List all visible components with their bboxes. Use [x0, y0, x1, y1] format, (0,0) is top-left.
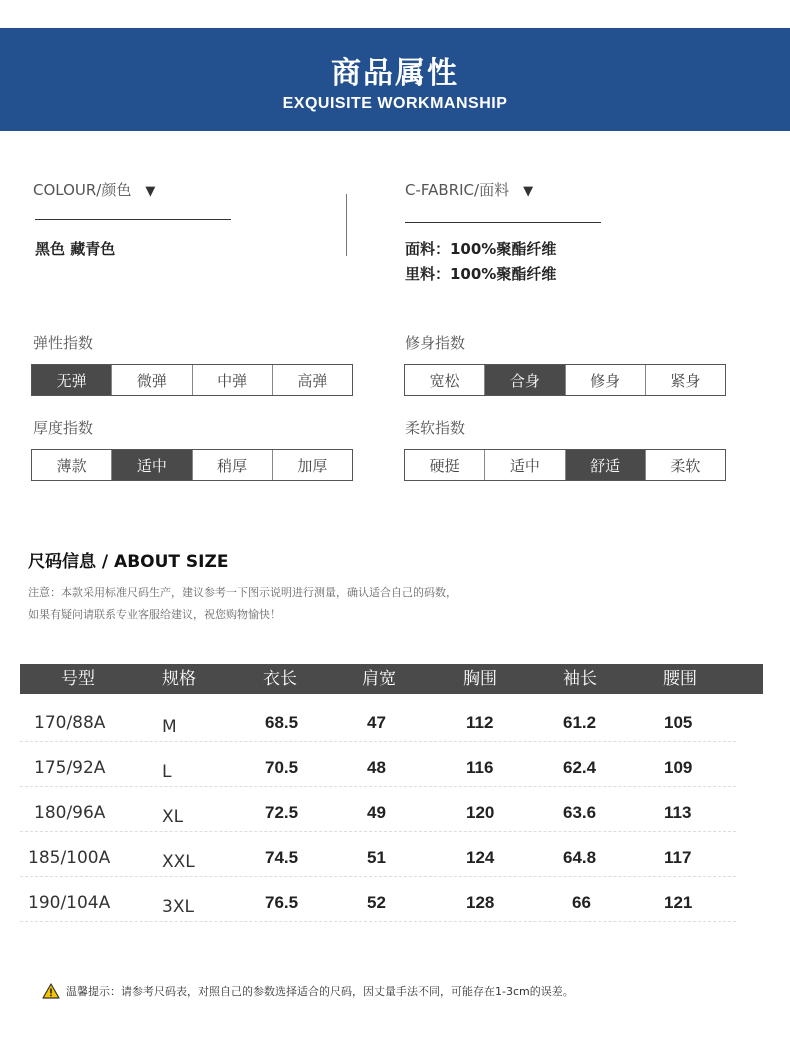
thickness-option: 薄款	[32, 450, 112, 480]
fit-option: 紧身	[670, 371, 701, 390]
table-cell: 74.5	[265, 848, 299, 867]
table-cell: 49	[367, 803, 386, 822]
table-cell: XL	[162, 807, 184, 827]
fit-option: 修身	[566, 365, 646, 395]
table-cell: 124	[466, 848, 495, 867]
table-cell: L	[162, 762, 172, 782]
table-cell: 76.5	[265, 893, 299, 912]
softness-label: 柔软指数	[405, 419, 466, 437]
column-header: 袖长	[563, 669, 597, 689]
elasticity-label: 弹性指数	[33, 334, 94, 352]
footer-tip	[42, 983, 574, 999]
row-divider	[20, 741, 736, 742]
table-row	[20, 791, 763, 836]
table-cell: 128	[466, 893, 495, 912]
table-cell: 72.5	[265, 803, 299, 822]
column-header: 规格	[162, 669, 196, 689]
table-cell: 61.2	[563, 713, 597, 732]
column-header: 号型	[61, 669, 95, 689]
thickness-option: 适中	[112, 450, 192, 480]
table-cell: 63.6	[563, 803, 597, 822]
table-cell: 3XL	[162, 897, 194, 917]
elasticity-scale	[31, 364, 353, 396]
table-cell: 180/96A	[34, 803, 106, 823]
row-divider	[20, 876, 736, 877]
table-cell: 121	[664, 893, 693, 912]
thickness-scale	[31, 449, 353, 481]
row-divider	[20, 831, 736, 832]
elasticity-option: 无弹	[32, 365, 112, 395]
table-cell: 120	[466, 803, 495, 822]
header-banner	[0, 28, 790, 131]
table-cell: XXL	[162, 852, 195, 872]
table-cell: 70.5	[265, 758, 299, 777]
footer-tip-text: 温馨提示：请参考尺码表，对照自己的参数选择适合的尺码，因丈量手法不同，可能存在1-3cm的误差。	[66, 985, 574, 998]
table-row	[20, 746, 763, 791]
table-cell: 112	[466, 713, 494, 732]
softness-scale	[404, 449, 726, 481]
table-cell: 105	[664, 713, 693, 732]
size-table-header	[20, 664, 763, 694]
fit-option: 宽松	[405, 365, 485, 395]
fabric-underline	[405, 222, 601, 223]
softness-option: 舒适	[566, 450, 646, 480]
table-cell: 175/92A	[34, 758, 106, 778]
row-divider	[20, 786, 736, 787]
column-header: 肩宽	[362, 669, 396, 689]
table-cell: M	[162, 717, 177, 737]
table-row	[20, 881, 763, 926]
fit-scale	[404, 364, 726, 396]
triangle-down-icon: ▼	[145, 184, 156, 199]
table-cell: 109	[664, 758, 693, 777]
table-cell: 66	[572, 893, 591, 912]
attribute-divider	[346, 194, 347, 256]
page-title: 商品属性	[331, 56, 459, 91]
column-header: 胸围	[463, 669, 497, 689]
table-row	[20, 701, 763, 746]
page-subtitle: EXQUISITE WORKMANSHIP	[282, 95, 508, 112]
softness-option: 硬挺	[405, 450, 485, 480]
softness-option: 柔软	[670, 456, 701, 475]
table-row	[20, 836, 763, 881]
colour-label-text: COLOUR/颜色	[33, 181, 132, 199]
table-cell: 48	[367, 758, 386, 777]
size-section-title: 尺码信息 / ABOUT SIZE	[28, 552, 229, 572]
fabric-label-text: C-FABRIC/面料	[405, 181, 510, 199]
column-header: 衣长	[263, 669, 297, 689]
elasticity-option: 中弹	[193, 365, 273, 395]
table-cell: 190/104A	[28, 893, 111, 913]
softness-option: 适中	[485, 450, 565, 480]
size-note-line: 如果有疑问请联系专业客服给建议，祝您购物愉快！	[28, 608, 281, 621]
table-cell: 170/88A	[34, 713, 106, 733]
triangle-down-icon: ▼	[523, 184, 534, 199]
fit-label: 修身指数	[405, 334, 466, 352]
table-cell: 68.5	[265, 713, 299, 732]
thickness-option: 稍厚	[193, 450, 273, 480]
elasticity-option: 高弹	[297, 371, 328, 390]
table-cell: 113	[664, 803, 692, 822]
table-cell: 62.4	[563, 758, 597, 777]
fit-option: 合身	[485, 365, 565, 395]
size-note-line: 注意：本款采用标准尺码生产，建议参考一下图示说明进行测量，确认适合自己的码数，	[28, 586, 457, 599]
table-cell: 52	[367, 893, 386, 912]
fabric-shell: 面料：100%聚酯纤维	[405, 240, 557, 258]
thickness-label: 厚度指数	[33, 419, 94, 437]
table-cell: 64.8	[563, 848, 597, 867]
table-cell: 117	[664, 848, 692, 867]
colour-label	[33, 179, 155, 200]
warning-icon	[42, 983, 60, 999]
table-cell: 51	[367, 848, 386, 867]
colour-underline	[35, 219, 231, 220]
fabric-lining: 里料：100%聚酯纤维	[405, 265, 557, 283]
column-header: 腰围	[663, 669, 697, 689]
fabric-label	[405, 179, 533, 200]
table-cell: 116	[466, 758, 494, 777]
row-divider	[20, 921, 736, 922]
elasticity-option: 微弹	[112, 365, 192, 395]
colour-value: 黑色 藏青色	[35, 240, 116, 258]
table-cell: 47	[367, 713, 386, 732]
thickness-option: 加厚	[297, 456, 328, 475]
table-cell: 185/100A	[28, 848, 111, 868]
